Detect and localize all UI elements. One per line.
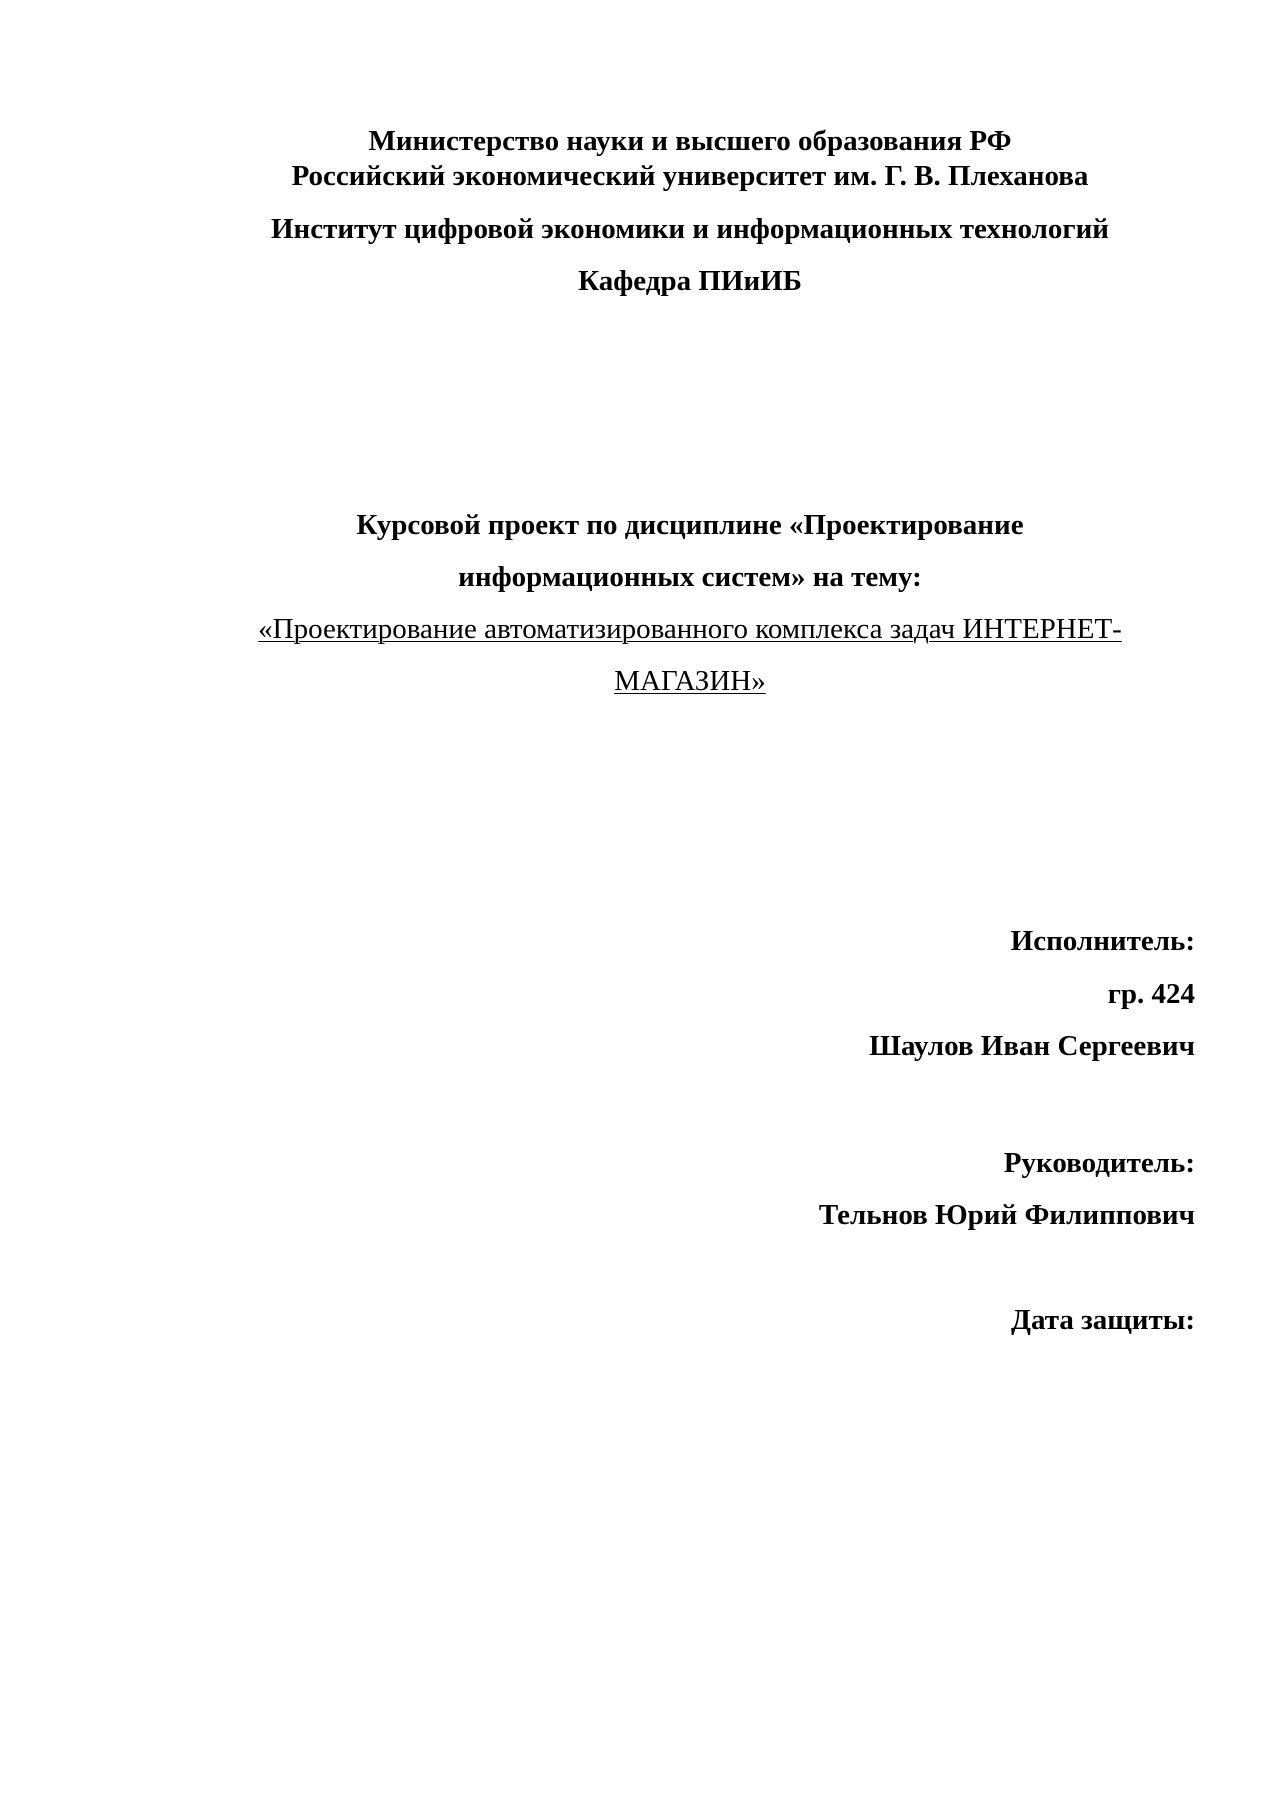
supervisor-name: Тельнов Юрий Филиппович <box>818 1199 1195 1231</box>
institute-name: Институт цифровой экономики и информационных технологий <box>270 213 1110 245</box>
executor-label: Исполнитель: <box>1010 925 1195 957</box>
executor-group: гр. 424 <box>1107 978 1195 1010</box>
university-name: Российский экономический университет им. Г. В. Плеханова <box>291 160 1089 192</box>
department-name: Кафедра ПИиИБ <box>578 265 802 297</box>
project-topic-line-1: «Проектирование автоматизированного комплекса задач ИНТЕРНЕТ- <box>258 613 1122 645</box>
project-title-line-1: Курсовой проект по дисциплине «Проектирование <box>356 509 1024 541</box>
defense-date-label: Дата защиты: <box>1011 1304 1195 1336</box>
executor-name: Шаулов Иван Сергеевич <box>869 1030 1195 1062</box>
project-topic-line-2: МАГАЗИН» <box>614 665 766 697</box>
project-title-line-2: информационных систем» на тему: <box>458 561 922 593</box>
ministry-name: Министерство науки и высшего образования РФ <box>368 125 1012 157</box>
supervisor-label: Руководитель: <box>1003 1147 1195 1179</box>
